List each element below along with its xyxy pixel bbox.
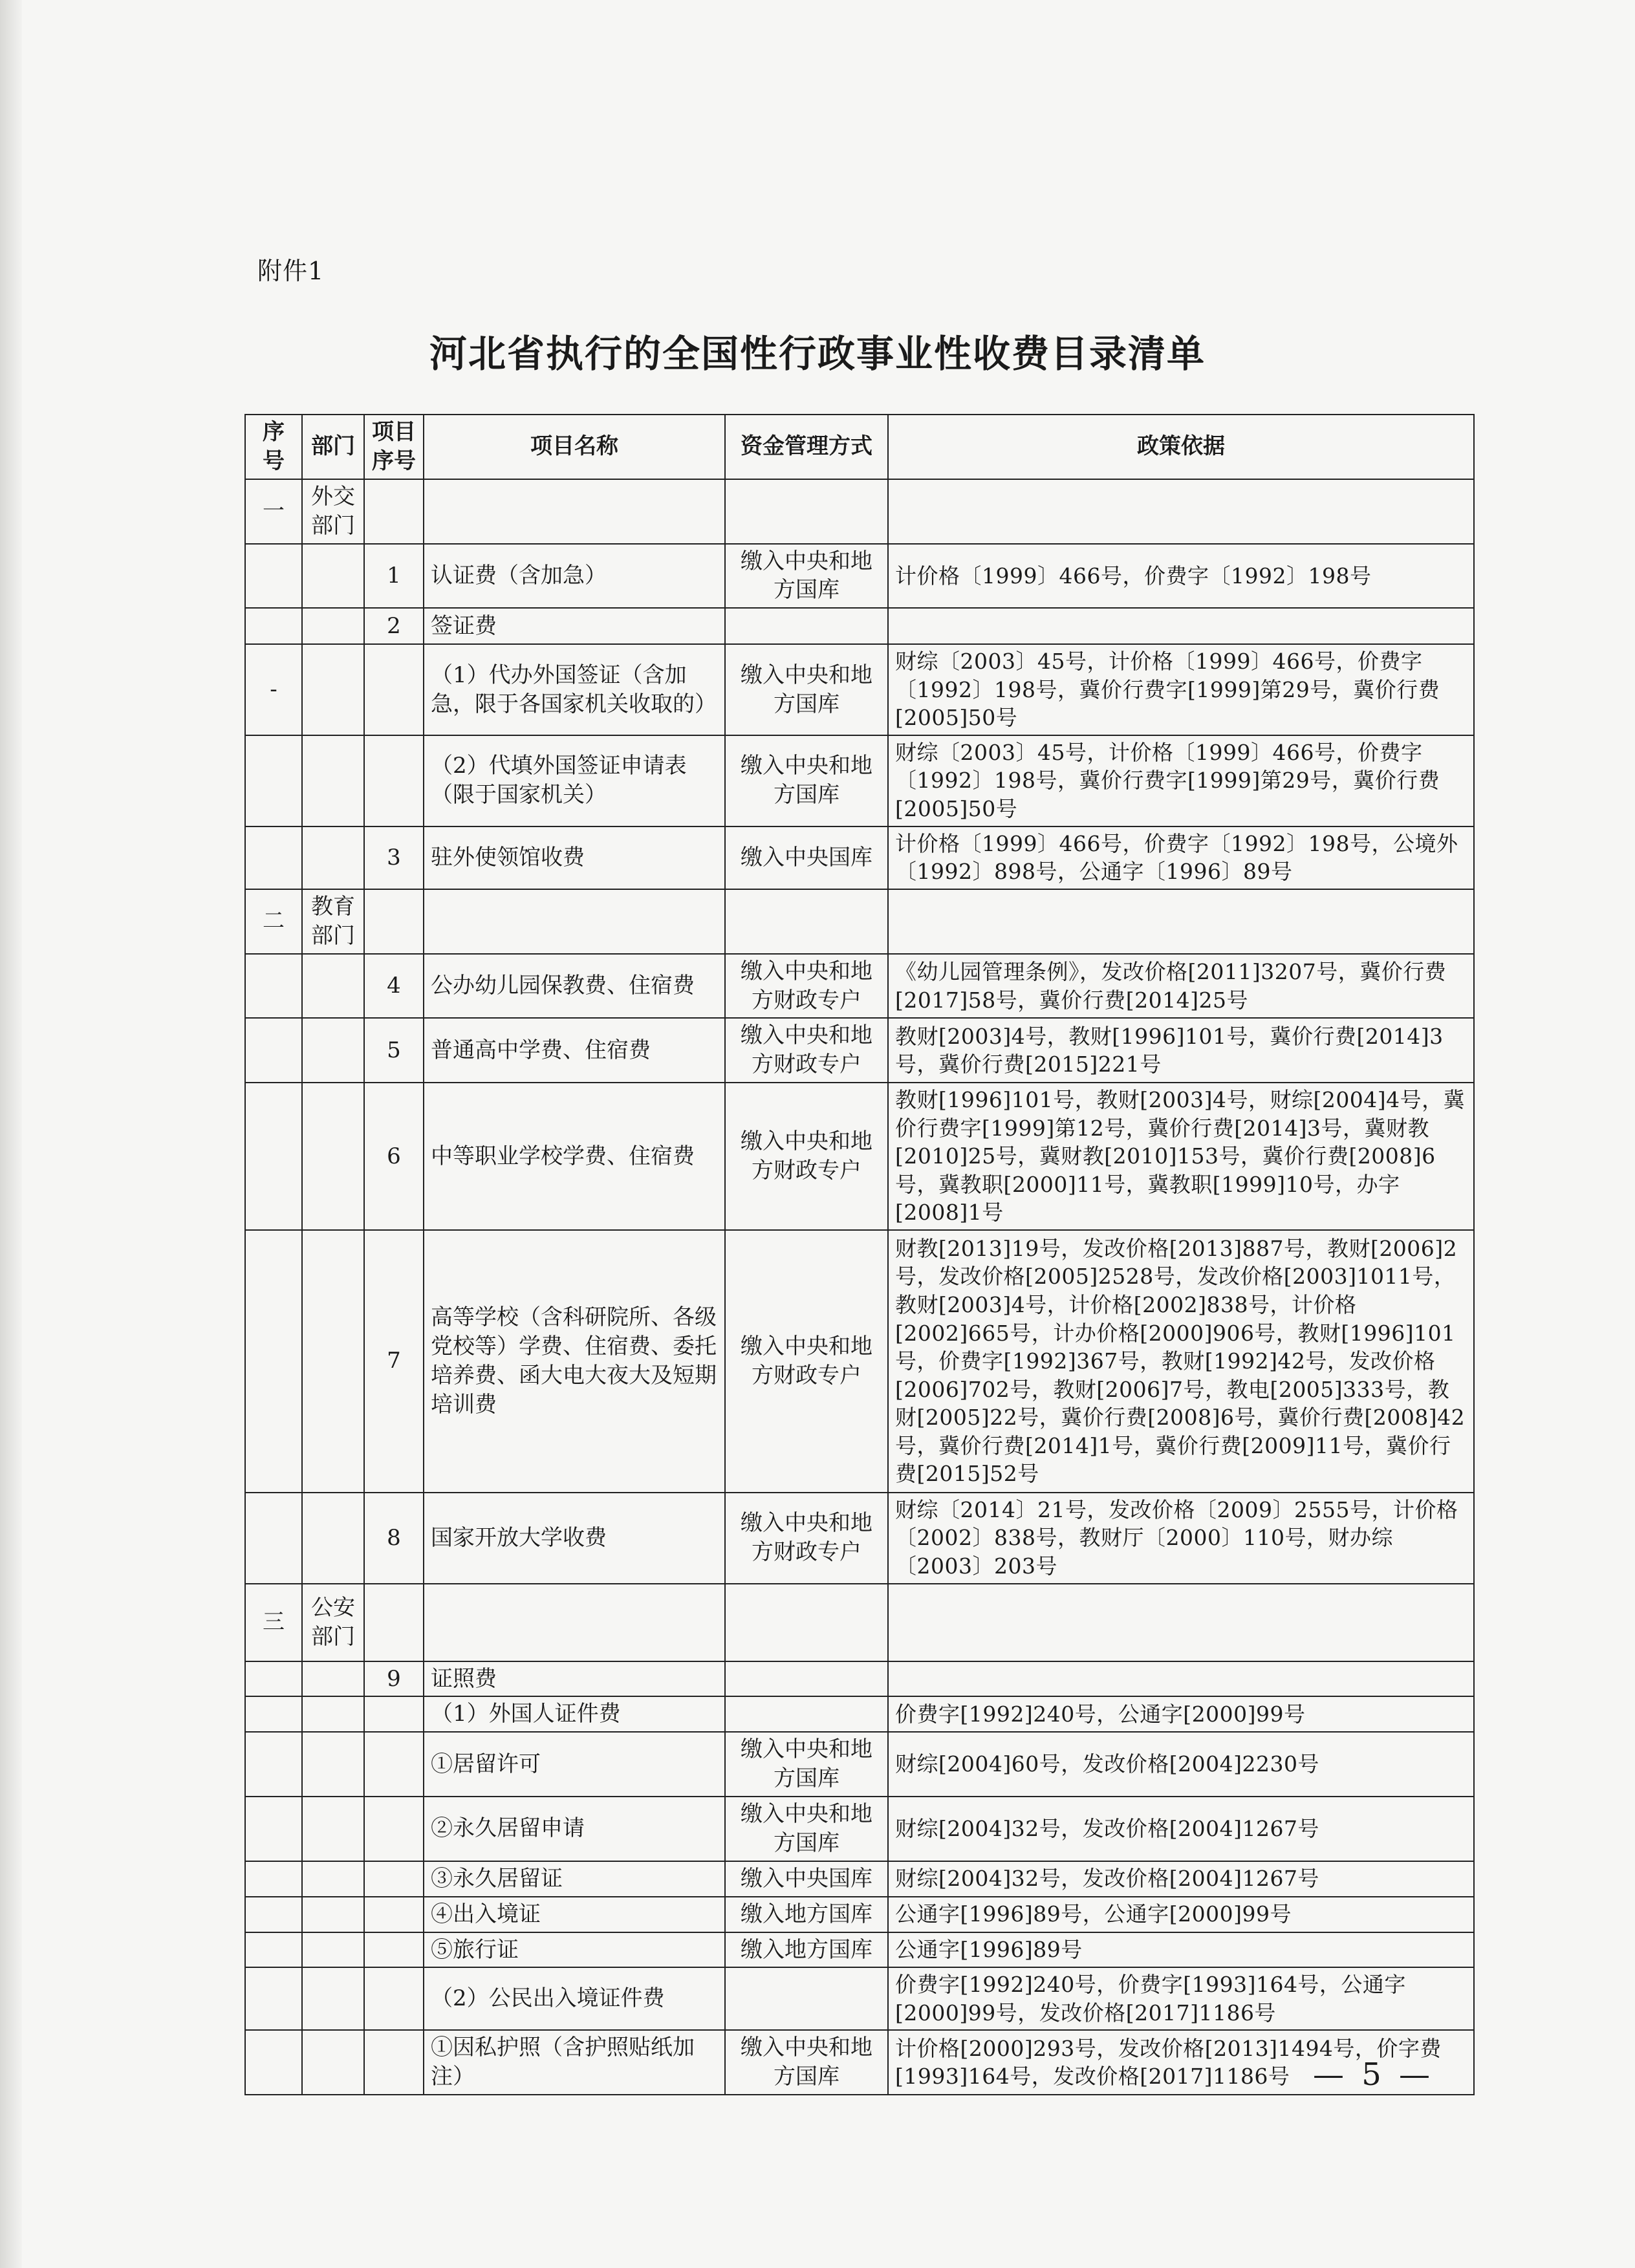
cell-policy-basis: [888, 1661, 1474, 1697]
cell-seq: 一: [245, 479, 302, 544]
fee-catalog-table: [244, 414, 1475, 2095]
cell-item-name: 中等职业学校学费、住宿费: [424, 1083, 725, 1230]
cell-item-no: [364, 1696, 424, 1732]
cell-item-no: [364, 2030, 424, 2095]
cell-dept: [302, 1230, 364, 1493]
cell-fund-management: [725, 479, 888, 544]
cell-seq: [245, 1732, 302, 1797]
cell-item-no: 4: [364, 954, 424, 1019]
table-row: [245, 889, 1474, 954]
cell-item-name: （2）代填外国签证申请表（限于国家机关）: [424, 735, 725, 826]
cell-seq: [245, 1932, 302, 1968]
cell-fund-management: 缴入中央和地方国库: [725, 644, 888, 735]
cell-dept: [302, 954, 364, 1019]
table-row: [245, 1018, 1474, 1083]
cell-fund-management: 缴入中央和地方国库: [725, 735, 888, 826]
cell-fund-management: 缴入中央和地方国库: [725, 2030, 888, 2095]
cell-dept: 公安部门: [302, 1584, 364, 1661]
cell-seq: [245, 1897, 302, 1932]
cell-fund-management: [725, 608, 888, 644]
cell-item-name: （1）代办外国签证（含加急，限于各国家机关收取的）: [424, 644, 725, 735]
cell-fund-management: 缴入地方国库: [725, 1897, 888, 1932]
col-header-policy-basis: 政策依据: [888, 415, 1474, 479]
cell-dept: [302, 1661, 364, 1697]
col-header-fund-management: 资金管理方式: [725, 415, 888, 479]
page-number: — 5 —: [1313, 2057, 1435, 2093]
cell-policy-basis: 财综〔2003〕45号，计价格〔1999〕466号，价费字〔1992〕198号，冀价行费字[1999]第29号，冀价行费[2005]50号: [888, 644, 1474, 735]
cell-policy-basis: 财教[2013]19号，发改价格[2013]887号，教财[2006]2号，发改价格[2005]2528号，发改价格[2003]1011号，教财[2003]4号，计价格[2002]838号，计价格[2002]665号，计办价格[2000]906号，教财[1996]101号，价费字[1992]367号，教财[1992]42号，发改价格[2006]702号，教财[2006]7号，教电[2005]333号，教财[2005]22号，冀价行费[2008]6号，冀价行费[2008]42号，冀价行费[2014]1号，冀价行费[2009]11号，冀价行费[2015]52号: [888, 1230, 1474, 1493]
cell-policy-basis: 《幼儿园管理条例》，发改价格[2011]3207号，冀价行费[2017]58号，冀价行费[2014]25号: [888, 954, 1474, 1019]
cell-item-no: 9: [364, 1661, 424, 1697]
cell-seq: [245, 1967, 302, 2030]
cell-fund-management: 缴入中央和地方财政专户: [725, 1230, 888, 1493]
table-row: [245, 1230, 1474, 1493]
cell-item-no: 1: [364, 544, 424, 609]
cell-policy-basis: 计价格〔1999〕466号，价费字〔1992〕198号: [888, 544, 1474, 609]
table-row: [245, 1732, 1474, 1797]
cell-dept: [302, 1861, 364, 1897]
cell-item-no: 7: [364, 1230, 424, 1493]
cell-dept: [302, 544, 364, 609]
cell-fund-management: 缴入中央和地方国库: [725, 1732, 888, 1797]
cell-fund-management: [725, 1967, 888, 2030]
cell-item-name: ⑤旅行证: [424, 1932, 725, 1968]
cell-item-name: [424, 1584, 725, 1661]
cell-item-no: [364, 644, 424, 735]
cell-dept: [302, 1083, 364, 1230]
cell-dept: [302, 608, 364, 644]
cell-item-no: 6: [364, 1083, 424, 1230]
cell-dept: [302, 1932, 364, 1968]
cell-item-no: 2: [364, 608, 424, 644]
cell-item-name: 签证费: [424, 608, 725, 644]
cell-item-no: [364, 1797, 424, 1861]
cell-policy-basis: 财综[2004]32号，发改价格[2004]1267号: [888, 1797, 1474, 1861]
cell-fund-management: 缴入中央国库: [725, 826, 888, 889]
cell-seq: [245, 2030, 302, 2095]
cell-fund-management: 缴入中央和地方财政专户: [725, 1083, 888, 1230]
table-row: [245, 644, 1474, 735]
cell-policy-basis: [888, 479, 1474, 544]
cell-item-no: [364, 735, 424, 826]
table-row: [245, 1083, 1474, 1230]
cell-item-name: ②永久居留申请: [424, 1797, 725, 1861]
cell-item-name: 国家开放大学收费: [424, 1493, 725, 1584]
table-row: [245, 1861, 1474, 1897]
table-row: [245, 1493, 1474, 1584]
cell-seq: [245, 544, 302, 609]
cell-dept: [302, 1696, 364, 1732]
table-row: [245, 826, 1474, 889]
cell-item-no: [364, 889, 424, 954]
cell-seq: [245, 1696, 302, 1732]
cell-policy-basis: 财综[2004]60号，发改价格[2004]2230号: [888, 1732, 1474, 1797]
table-row: [245, 479, 1474, 544]
cell-policy-basis: 计价格〔1999〕466号，价费字〔1992〕198号，公境外〔1992〕898号，公通字〔1996〕89号: [888, 826, 1474, 889]
cell-policy-basis: 公通字[1996]89号，公通字[2000]99号: [888, 1897, 1474, 1932]
cell-seq: [245, 1661, 302, 1697]
table-row: [245, 1584, 1474, 1661]
cell-fund-management: 缴入中央和地方财政专户: [725, 1018, 888, 1083]
cell-policy-basis: [888, 889, 1474, 954]
table-row: [245, 1932, 1474, 1968]
cell-item-name: ①居留许可: [424, 1732, 725, 1797]
cell-item-no: 8: [364, 1493, 424, 1584]
cell-seq: -: [245, 644, 302, 735]
cell-policy-basis: 价费字[1992]240号，公通字[2000]99号: [888, 1696, 1474, 1732]
cell-item-no: [364, 1897, 424, 1932]
cell-policy-basis: [888, 608, 1474, 644]
cell-item-no: [364, 1967, 424, 2030]
cell-item-name: 证照费: [424, 1661, 725, 1697]
col-header-seq: 序号: [245, 415, 302, 479]
cell-dept: [302, 1493, 364, 1584]
cell-seq: [245, 1797, 302, 1861]
cell-seq: [245, 1018, 302, 1083]
cell-item-name: （1）外国人证件费: [424, 1696, 725, 1732]
table-row: [245, 954, 1474, 1019]
cell-item-no: [364, 479, 424, 544]
table-row: [245, 1897, 1474, 1932]
cell-dept: [302, 1018, 364, 1083]
page-title: 河北省执行的全国性行政事业性收费目录清单: [429, 332, 1206, 376]
table-header-row: [245, 415, 1474, 479]
cell-policy-basis: 财综[2004]32号，发改价格[2004]1267号: [888, 1861, 1474, 1897]
cell-policy-basis: 财综〔2014〕21号，发改价格〔2009〕2555号，计价格〔2002〕838号，教财厅〔2000〕110号，财办综〔2003〕203号: [888, 1493, 1474, 1584]
cell-seq: 二: [245, 889, 302, 954]
col-header-dept: 部门: [302, 415, 364, 479]
cell-item-name: ④出入境证: [424, 1897, 725, 1932]
cell-seq: [245, 1861, 302, 1897]
cell-fund-management: 缴入地方国库: [725, 1932, 888, 1968]
cell-dept: [302, 1897, 364, 1932]
table-row: [245, 544, 1474, 609]
cell-fund-management: [725, 1661, 888, 1697]
cell-policy-basis: [888, 1584, 1474, 1661]
table-row: [245, 608, 1474, 644]
cell-item-no: [364, 1932, 424, 1968]
cell-dept: [302, 826, 364, 889]
cell-policy-basis: 教财[2003]4号，教财[1996]101号，冀价行费[2014]3号，冀价行费[2015]221号: [888, 1018, 1474, 1083]
cell-item-no: 5: [364, 1018, 424, 1083]
cell-item-no: [364, 1584, 424, 1661]
cell-dept: [302, 1967, 364, 2030]
table-row: [245, 735, 1474, 826]
cell-seq: 三: [245, 1584, 302, 1661]
cell-item-name: ①因私护照（含护照贴纸加注）: [424, 2030, 725, 2095]
col-header-item-no: 项目序号: [364, 415, 424, 479]
cell-policy-basis: 价费字[1992]240号，价费字[1993]164号，公通字[2000]99号，发改价格[2017]1186号: [888, 1967, 1474, 2030]
cell-item-name: [424, 889, 725, 954]
cell-item-name: 驻外使领馆收费: [424, 826, 725, 889]
table-row: [245, 1967, 1474, 2030]
cell-item-name: 高等学校（含科研院所、各级党校等）学费、住宿费、委托培养费、函大电大夜大及短期培训费: [424, 1230, 725, 1493]
cell-policy-basis: 教财[1996]101号，教财[2003]4号，财综[2004]4号，冀价行费字[1999]第12号，冀价行费[2014]3号，冀财教[2010]25号，冀财教[2010]153号，冀价行费[2008]6号，冀教职[2000]11号，冀教职[1999]10号，办字[2008]1号: [888, 1083, 1474, 1230]
cell-dept: [302, 1732, 364, 1797]
cell-dept: [302, 735, 364, 826]
cell-item-no: [364, 1861, 424, 1897]
cell-seq: [245, 1493, 302, 1584]
cell-seq: [245, 1083, 302, 1230]
cell-policy-basis: 公通字[1996]89号: [888, 1932, 1474, 1968]
cell-item-name: [424, 479, 725, 544]
cell-item-name: 公办幼儿园保教费、住宿费: [424, 954, 725, 1019]
cell-seq: [245, 735, 302, 826]
cell-fund-management: 缴入中央和地方财政专户: [725, 954, 888, 1019]
cell-policy-basis: 计价格[2000]293号，发改价格[2013]1494号，价字费[1993]164号，发改价格[2017]1186号: [888, 2030, 1474, 2095]
cell-dept: [302, 644, 364, 735]
cell-fund-management: 缴入中央和地方国库: [725, 544, 888, 609]
cell-fund-management: [725, 889, 888, 954]
table-row: [245, 1797, 1474, 1861]
cell-item-name: ③永久居留证: [424, 1861, 725, 1897]
cell-fund-management: 缴入中央和地方财政专户: [725, 1493, 888, 1584]
cell-item-no: [364, 1732, 424, 1797]
cell-fund-management: 缴入中央和地方国库: [725, 1797, 888, 1861]
cell-fund-management: [725, 1696, 888, 1732]
cell-dept: 教育部门: [302, 889, 364, 954]
table-row: [245, 2030, 1474, 2095]
cell-fund-management: 缴入中央国库: [725, 1861, 888, 1897]
cell-dept: [302, 2030, 364, 2095]
cell-seq: [245, 1230, 302, 1493]
cell-item-name: 认证费（含加急）: [424, 544, 725, 609]
cell-seq: [245, 954, 302, 1019]
cell-item-name: （2）公民出入境证件费: [424, 1967, 725, 2030]
table-row: [245, 1661, 1474, 1697]
cell-dept: [302, 1797, 364, 1861]
cell-seq: [245, 826, 302, 889]
cell-dept: 外交部门: [302, 479, 364, 544]
table-row: [245, 1696, 1474, 1732]
cell-seq: [245, 608, 302, 644]
col-header-item-name: 项目名称: [424, 415, 725, 479]
cell-policy-basis: 财综〔2003〕45号，计价格〔1999〕466号，价费字〔1992〕198号，冀价行费字[1999]第29号，冀价行费[2005]50号: [888, 735, 1474, 826]
cell-item-name: 普通高中学费、住宿费: [424, 1018, 725, 1083]
attachment-label: 附件1: [257, 257, 325, 285]
cell-item-no: 3: [364, 826, 424, 889]
cell-fund-management: [725, 1584, 888, 1661]
